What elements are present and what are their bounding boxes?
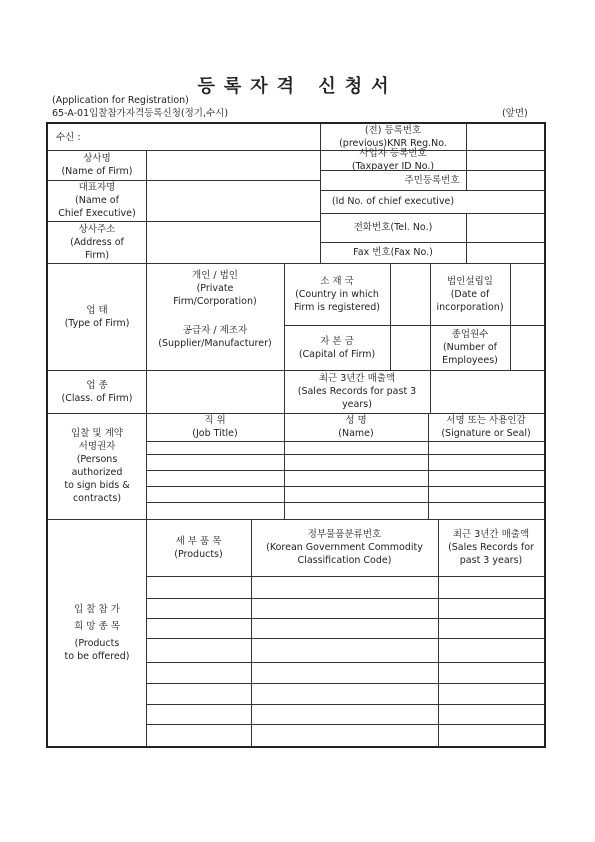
chief-id-label: 주민등록번호: [404, 174, 460, 186]
country-field[interactable]: [390, 263, 430, 325]
grid-line: [146, 704, 544, 705]
form-code: 65-A-01입찰참가자격등록신청(정기,수시): [52, 108, 229, 119]
fax-field[interactable]: [466, 242, 544, 263]
chief-id-en-label: (Id No. of chief executive): [331, 196, 455, 207]
grid-line: [146, 683, 544, 684]
firm-name-field[interactable]: [146, 150, 320, 180]
recipient-field[interactable]: [104, 128, 314, 146]
grid-line: [146, 638, 544, 639]
country-label: 소 재 국 (Country in which Firm is registered): [293, 275, 381, 313]
name-header: 성 명 (Name): [338, 415, 374, 439]
grid-line: [146, 598, 544, 599]
grid-line: [146, 441, 544, 442]
firm-name-label: 상사명 (Name of Firm): [61, 153, 133, 177]
chief-id-field[interactable]: [466, 190, 544, 213]
tel-label: 전화번호(Tel. No.): [353, 222, 433, 233]
form-subtitle: (Application for Registration): [52, 95, 189, 106]
fax-label: Fax 번호(Fax No.): [353, 247, 433, 258]
firm-address-field[interactable]: [146, 221, 320, 263]
grid-line: [146, 576, 544, 577]
private-corporation-option[interactable]: 개인 / 법인 (Private Firm/Corporation): [173, 269, 257, 307]
chief-executive-field[interactable]: [146, 180, 320, 221]
products-offered-label: 입 찰 참 가 희 망 종 목 (Products to be offered): [64, 603, 130, 662]
firm-address-label: 상사주소 (Address of Firm): [70, 223, 124, 261]
sales-records-label: 최근 3년간 매출액 (Sales Records for past 3 years): [297, 373, 417, 410]
application-form: [46, 122, 546, 748]
employees-field[interactable]: [510, 325, 544, 370]
grid-line: [146, 662, 544, 663]
persons-authorized-label: 입찰 및 계약 서명권자 (Persons authorized to sign bids & contracts): [64, 428, 130, 504]
previous-reg-no-field[interactable]: [466, 124, 544, 150]
grid-line: [146, 454, 544, 455]
commodity-code-header: 정부물품분류번호 (Korean Government Commodity Classification Code): [266, 529, 423, 566]
form-title: 등록자격 신청서: [197, 76, 398, 97]
taxpayer-id-field[interactable]: [466, 150, 544, 170]
products-header: 세 부 품 목 (Products): [174, 535, 223, 560]
class-of-firm-field[interactable]: [146, 370, 284, 413]
job-title-header: 직 위 (Job Title): [192, 415, 238, 439]
recipient-label: 수신 :: [56, 131, 81, 143]
incorporation-date-field[interactable]: [510, 263, 544, 325]
incorporation-date-label: 법인설립일 (Date of incorporation): [436, 275, 504, 313]
employees-label: 종업원수 (Number of Employees): [442, 329, 498, 366]
page-side-label: (앞면): [502, 108, 528, 119]
grid-line: [146, 724, 544, 725]
type-of-firm-label: 업 태 (Type of Firm): [64, 304, 130, 329]
grid-line: [146, 486, 544, 487]
grid-line: [146, 502, 544, 503]
class-of-firm-label: 업 종 (Class. of Firm): [61, 379, 133, 404]
taxpayer-id-label: 사업자 등록번호 (Taxpayer ID No.): [351, 148, 435, 172]
tel-field[interactable]: [466, 213, 544, 242]
grid-line: [146, 618, 544, 619]
chief-executive-label: 대표자명 (Name of Chief Executive): [58, 182, 136, 219]
supplier-manufacturer-option[interactable]: 공급자 / 제조자 (Supplier/Manufacturer): [158, 325, 272, 349]
capital-label: 자 본 금 (Capital of Firm): [298, 335, 376, 360]
grid-line: [146, 470, 544, 471]
previous-reg-no-label: (전) 등록번호 (previous)KNR Reg.No.: [339, 125, 447, 149]
signature-header: 서명 또는 사용인감 (Signature or Seal): [441, 415, 531, 439]
products-sales-header: 최근 3년간 매출액 (Sales Records for past 3 years): [448, 529, 534, 566]
capital-field[interactable]: [390, 325, 430, 370]
sales-records-field[interactable]: [430, 370, 544, 413]
